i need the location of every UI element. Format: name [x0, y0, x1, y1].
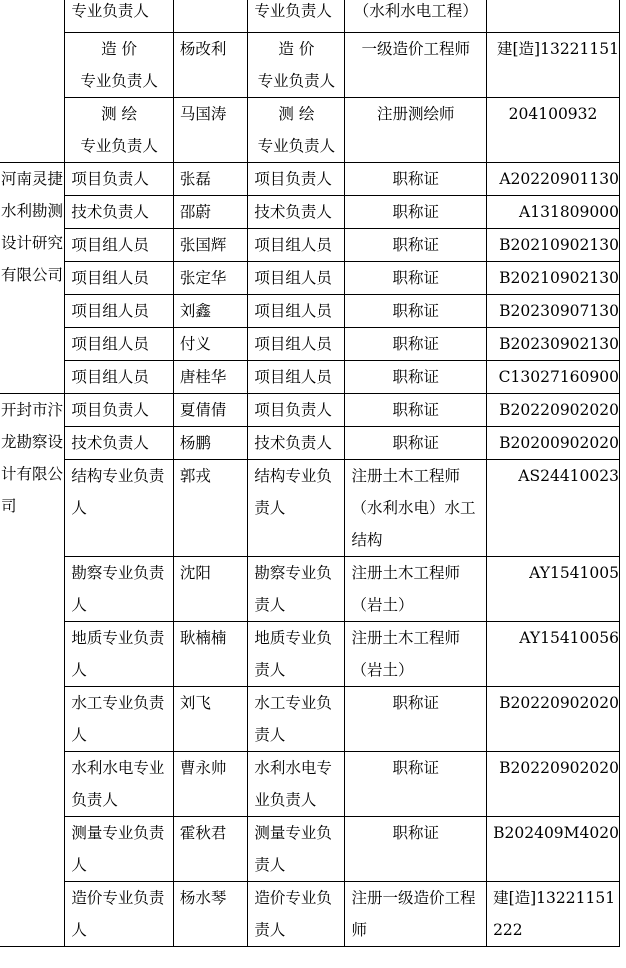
table-row	[0, 817, 620, 882]
certificate-number-cell: B20210902130	[487, 229, 620, 262]
post-cell: 水工专业负责人	[248, 687, 345, 752]
name-cell: 刘鑫	[173, 295, 247, 328]
company-name-cell: 开封市汴龙勘察设计有限公司	[0, 394, 65, 947]
certificate-cell: （水利水电工程）	[345, 0, 487, 33]
role-cell: 勘察专业负责人	[65, 557, 174, 622]
name-cell: 郭戎	[173, 460, 247, 557]
table-row	[0, 427, 620, 460]
company-cell-empty	[0, 0, 65, 163]
table-row	[0, 163, 620, 196]
post-cell: 水利水电专业负责人	[248, 752, 345, 817]
table-row	[0, 295, 620, 328]
name-cell	[173, 0, 247, 33]
certificate-number-cell: B20200902020	[487, 427, 620, 460]
role-cell: 结构专业负责人	[65, 460, 174, 557]
name-cell: 张国辉	[173, 229, 247, 262]
name-cell: 马国涛	[173, 98, 247, 163]
certificate-cell: 职称证	[345, 229, 487, 262]
table-row	[0, 196, 620, 229]
name-cell: 邵蔚	[173, 196, 247, 229]
table-row	[0, 460, 620, 557]
table-row	[0, 33, 620, 98]
post-cell: 项目组人员	[248, 229, 345, 262]
role-cell: 技术负责人	[65, 427, 174, 460]
certificate-cell: 一级造价工程师	[345, 33, 487, 98]
certificate-number-cell: AY1541005	[487, 557, 620, 622]
certificate-cell: 职称证	[345, 295, 487, 328]
certificate-cell: 职称证	[345, 817, 487, 882]
certificate-cell: 职称证	[345, 394, 487, 427]
role-cell: 造价专业负责人	[65, 882, 174, 947]
certificate-number-cell: AY15410056	[487, 622, 620, 687]
certificate-number-cell: B20230907130	[487, 295, 620, 328]
certificate-cell: 职称证	[345, 361, 487, 394]
table-row	[0, 361, 620, 394]
table-row	[0, 394, 620, 427]
table-row	[0, 882, 620, 947]
table-row	[0, 687, 620, 752]
certificate-number-cell: C13027160900	[487, 361, 620, 394]
role-cell: 技术负责人	[65, 196, 174, 229]
post-cell: 地质专业负责人	[248, 622, 345, 687]
role-cell: 测 绘 专业负责人	[65, 98, 174, 163]
role-cell: 专业负责人	[65, 0, 174, 33]
certificate-cell: 职称证	[345, 752, 487, 817]
post-cell: 专业负责人	[248, 0, 345, 33]
certificate-cell: 职称证	[345, 163, 487, 196]
certificate-number-cell: 204100932	[487, 98, 620, 163]
role-cell: 项目组人员	[65, 262, 174, 295]
certificate-cell: 职称证	[345, 196, 487, 229]
certificate-number-cell: A20220901130	[487, 163, 620, 196]
certificate-number-cell: A131809000	[487, 196, 620, 229]
post-cell: 项目组人员	[248, 262, 345, 295]
post-cell: 勘察专业负责人	[248, 557, 345, 622]
role-cell: 项目组人员	[65, 295, 174, 328]
role-cell: 水利水电专业负责人	[65, 752, 174, 817]
post-cell: 测量专业负责人	[248, 817, 345, 882]
post-cell: 技术负责人	[248, 427, 345, 460]
table-row	[0, 262, 620, 295]
certificate-cell: 注册土木工程师（水利水电）水工结构	[345, 460, 487, 557]
role-cell: 造 价 专业负责人	[65, 33, 174, 98]
role-cell: 地质专业负责人	[65, 622, 174, 687]
name-cell: 耿楠楠	[173, 622, 247, 687]
name-cell: 夏倩倩	[173, 394, 247, 427]
certificate-number-cell: B20220902020	[487, 752, 620, 817]
table-row	[0, 0, 620, 33]
certificate-number-cell: 建[造]13221151 222	[487, 882, 620, 947]
table-row	[0, 622, 620, 687]
role-cell: 项目组人员	[65, 328, 174, 361]
certificate-cell: 职称证	[345, 427, 487, 460]
name-cell: 杨改利	[173, 33, 247, 98]
name-cell: 张磊	[173, 163, 247, 196]
post-cell: 造价专业负责人	[248, 882, 345, 947]
name-cell: 曹永帅	[173, 752, 247, 817]
certificate-cell: 职称证	[345, 262, 487, 295]
certificate-number-cell: B20210902130	[487, 262, 620, 295]
role-cell: 项目组人员	[65, 229, 174, 262]
certificate-number-cell: B202409M4020	[487, 817, 620, 882]
post-cell: 测 绘 专业负责人	[248, 98, 345, 163]
name-cell: 杨水琴	[173, 882, 247, 947]
certificate-cell: 职称证	[345, 687, 487, 752]
table-row	[0, 557, 620, 622]
post-cell: 项目组人员	[248, 328, 345, 361]
name-cell: 杨鹏	[173, 427, 247, 460]
post-cell: 项目负责人	[248, 394, 345, 427]
post-cell: 项目组人员	[248, 361, 345, 394]
table-row	[0, 98, 620, 163]
name-cell: 张定华	[173, 262, 247, 295]
certificate-cell: 注册土木工程师（岩土）	[345, 557, 487, 622]
post-cell: 结构专业负责人	[248, 460, 345, 557]
table-row	[0, 752, 620, 817]
name-cell: 沈阳	[173, 557, 247, 622]
certificate-number-cell: AS24410023	[487, 460, 620, 557]
certificate-number-cell: B20220902020	[487, 394, 620, 427]
role-cell: 项目负责人	[65, 163, 174, 196]
role-cell: 测量专业负责人	[65, 817, 174, 882]
certificate-number-cell: B20220902020	[487, 687, 620, 752]
post-cell: 造 价 专业负责人	[248, 33, 345, 98]
role-cell: 水工专业负责人	[65, 687, 174, 752]
table-row	[0, 229, 620, 262]
role-cell: 项目负责人	[65, 394, 174, 427]
certificate-number-cell	[487, 0, 620, 33]
certificate-cell: 注册一级造价工程师	[345, 882, 487, 947]
post-cell: 项目负责人	[248, 163, 345, 196]
name-cell: 刘飞	[173, 687, 247, 752]
post-cell: 项目组人员	[248, 295, 345, 328]
certificate-cell: 注册测绘师	[345, 98, 487, 163]
certificate-number-cell: B20230902130	[487, 328, 620, 361]
certificate-cell: 注册土木工程师（岩土）	[345, 622, 487, 687]
company-name-cell: 河南灵捷水利勘测设计研究有限公司	[0, 163, 65, 394]
certificate-cell: 职称证	[345, 328, 487, 361]
name-cell: 付义	[173, 328, 247, 361]
table-row	[0, 328, 620, 361]
name-cell: 唐桂华	[173, 361, 247, 394]
post-cell: 技术负责人	[248, 196, 345, 229]
role-cell: 项目组人员	[65, 361, 174, 394]
certificate-number-cell: 建[造]13221151	[487, 33, 620, 98]
name-cell: 霍秋君	[173, 817, 247, 882]
